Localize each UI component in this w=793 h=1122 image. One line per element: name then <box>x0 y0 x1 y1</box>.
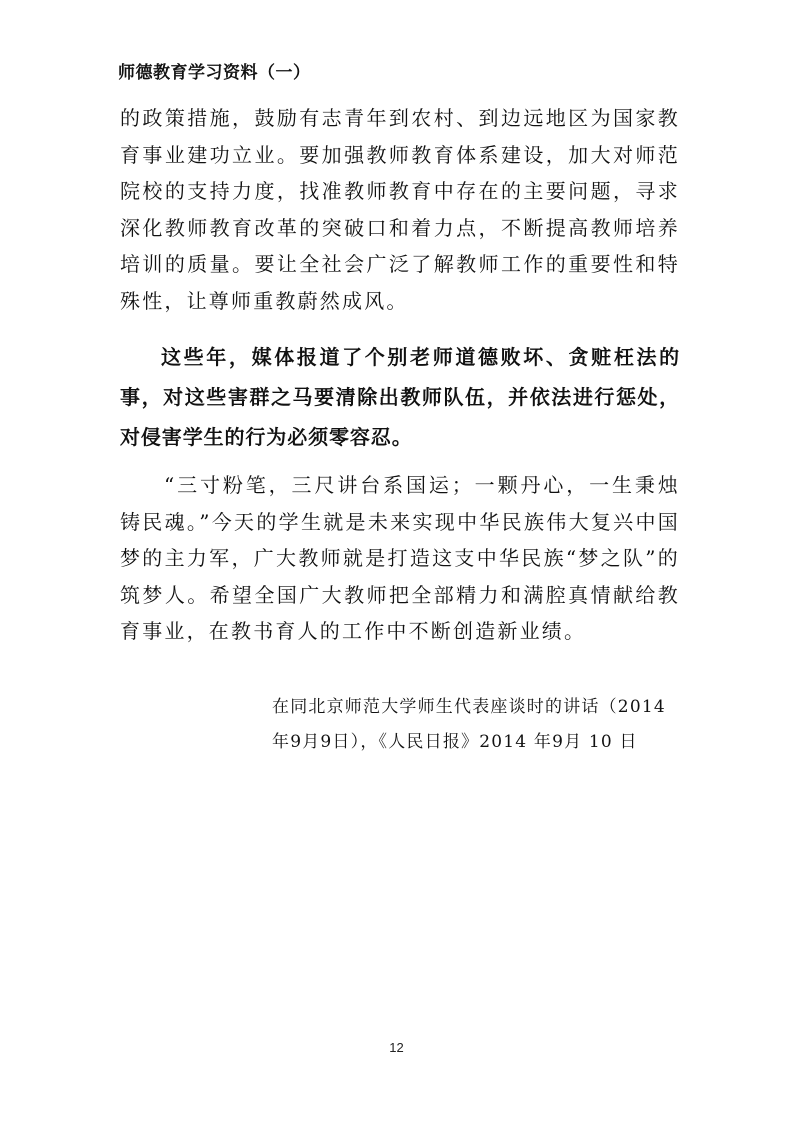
citation-line-2: 年9月9日），《人民日报》2014 年9月 10 日 <box>272 732 638 752</box>
page-number: 12 <box>389 1040 404 1055</box>
body-paragraph-quote: “三寸粉笔，三尺讲台系国运；一颗丹心，一生秉烛铸民魂。”今天的学生就是未来实现中华民族伟大复兴中国梦的主力军，广大教师就是打造这支中华民族“梦之队”的筑梦人。希望全国广大教师把全部精力和满腔真情献给教育事业，在教书育人的工作中不断创造新业绩。 <box>120 473 680 643</box>
body-paragraph-policy: 的政策措施，鼓励有志青年到农村、到边远地区为国家教育事业建功立业。要加强教师教育体系建设，加大对师范院校的支持力度，找准教师教育中存在的主要问题，寻求深化教师教育改革的突破口和着力点，不断提高教师培养培训的质量。要让全社会广泛了解教师工作的重要性和特殊性，让尊师重教蔚然成风。 <box>120 106 680 313</box>
citation-line-1: 在同北京师范大学师生代表座谈时的讲话（2014 <box>272 697 666 717</box>
source-citation <box>272 690 692 760</box>
document-header: 师德教育学习资料（一） <box>118 63 311 83</box>
body-paragraph-bold-zero-tolerance: 这些年，媒体报道了个别老师道德败坏、贪赃枉法的事，对这些害群之马要清除出教师队伍，并依法进行惩处，对侵害学生的行为必须零容忍。 <box>120 345 680 449</box>
